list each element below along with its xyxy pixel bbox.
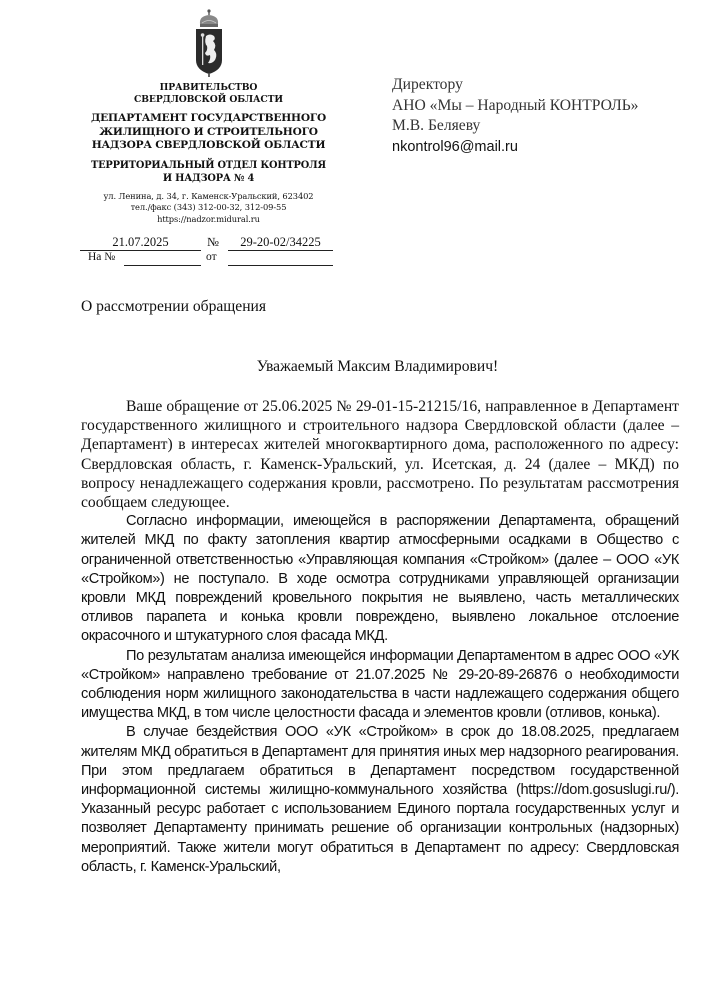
number-symbol: № [207, 235, 219, 249]
addressee-position: Директору [392, 76, 463, 93]
body-paragraph: По результатам анализа имеющейся информации Департаментом в адрес ООО «УК «Стройком» направлено требование от 21.07.2025 № 29-20-89-26876 о необходимости соблюдения норм жилищного законодательства в части надлежащего содержания общего имущества МКД, в том числе целостности фасада и элементов кровли (отливов, конька). [81, 647, 679, 722]
office-phone: тел./факс (343) 312-00-32, 312-09-55 [130, 202, 287, 212]
letter-greeting: Уважаемый Максим Владимирович! [256, 358, 499, 375]
government-name [80, 82, 337, 106]
from-label: от [206, 251, 217, 263]
letter-subject: О рассмотрении обращения [81, 298, 267, 315]
department-name [80, 112, 337, 153]
letter-body [81, 397, 679, 877]
registration-date: 21.07.2025 [80, 234, 201, 251]
body-paragraph: Согласно информации, имеющейся в распоряжении Департамента, обращений жителей МКД по факту затопления квартир атмосферными осадками в Общество с ограниченной ответственностью «Управляющая компания «Стройком» (далее – ООО «УК «Стройком») не поступало. В ходе осмотра сотрудниками управляющей организации кровли МКД повреждений кровельного покрытия не выявлено, часть металлических отливов парапета и конька кровли повреждено, выявлено локальное отслоение окрасочного и штукатурного слоя фасада МКД. [81, 513, 679, 645]
dept-line-2: ЖИЛИЩНОГО И СТРОИТЕЛЬНОГО [99, 125, 318, 138]
from-field [228, 249, 333, 266]
gov-line-2: СВЕРДЛОВСКОЙ ОБЛАСТИ [134, 94, 283, 105]
addressee-email: nkontrol96@mail.ru [392, 138, 518, 155]
addressee-organization: АНО «Мы – Народный КОНТРОЛЬ» [392, 96, 639, 114]
reply-reference-line [80, 249, 337, 265]
addressee-name: М.В. Беляеву [392, 117, 481, 134]
territorial-office-name [80, 159, 337, 185]
addressee-block [392, 75, 638, 157]
reply-to-label: На № [88, 251, 116, 263]
body-paragraph: В случае бездействия ООО «УК «Стройком» в срок до 18.08.2025, предлагаем жителям МКД обратиться в Департамент для принятия иных мер надзорного реагирования. При этом предлагаем обратиться в Департамент посредством государственной информационной системы жилищно-коммунального хозяйства (https://dom.gosuslugi.ru/). Указанный ресурс работает с использованием Единого портала государственных услуг и позволяет Департаменту принимать решение об организации контрольных (надзорных) мероприятий. Также жители могут обратиться в Департамент по адресу: Свердловская область, г. Каменск-Уральский, [81, 724, 679, 875]
terr-line-2: И НАДЗОРА № 4 [162, 172, 255, 184]
body-paragraph: Ваше обращение от 25.06.2025 № 29-01-15-21215/16, направленное в Департамент государственного жилищного и строительного надзора Свердловской области (далее – Департамент) в интересах жителей многоквартирного дома, расположенного по адресу: Свердловская область, г. Каменск-Уральский, ул. Исетская, д. 24 (далее – МКД) по вопросу ненадлежащего содержания кровли, рассмотрено. По результатам рассмотрения сообщаем следующее. [81, 398, 679, 512]
reply-to-field [124, 249, 201, 266]
office-website: https://nadzor.midural.ru [157, 213, 260, 224]
terr-line-1: ТЕРРИТОРИАЛЬНЫЙ ОТДЕЛ КОНТРОЛЯ [91, 159, 326, 171]
contact-block [80, 191, 337, 226]
registration-line [80, 234, 337, 250]
dept-line-1: ДЕПАРТАМЕНТ ГОСУДАРСТВЕННОГО [90, 112, 327, 124]
gov-line-1: ПРАВИТЕЛЬСТВО [159, 82, 258, 93]
letterhead [80, 8, 337, 225]
office-address: ул. Ленина, д. 34, г. Каменск-Уральский, 623402 [103, 190, 314, 201]
registration-number: 29-20-02/34225 [228, 234, 333, 251]
coat-of-arms-icon [192, 8, 226, 78]
dept-line-3: НАДЗОРА СВЕРДЛОВСКОЙ ОБЛАСТИ [91, 139, 326, 151]
